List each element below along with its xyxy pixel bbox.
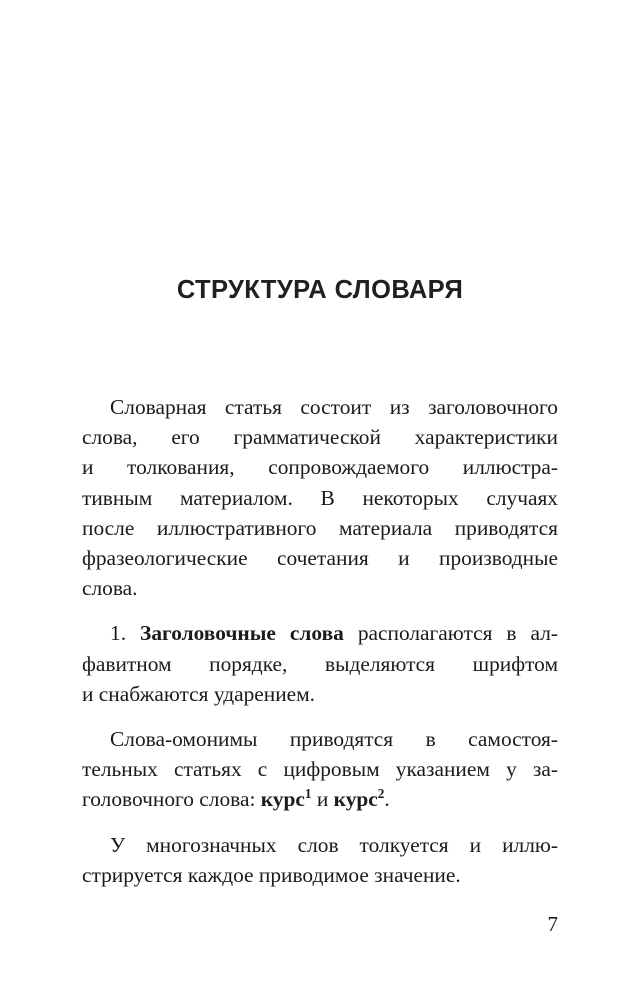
text-line: Слова-омонимы приводятся в самостоя- — [110, 727, 558, 752]
emphasised-term: Заголовочные слова — [140, 621, 344, 646]
text-run: располагаются в ал- — [343, 621, 558, 646]
text-line: У многозначных слов толкуется и иллю- — [110, 832, 558, 857]
text-run: головочного слова: — [82, 787, 261, 812]
paragraph-2 — [82, 618, 558, 709]
text-run: . — [384, 787, 390, 812]
text-line: стрируется каждое приводимое значение. — [82, 862, 461, 887]
text-line: и снабжаются ударением. — [82, 681, 316, 706]
text-line: фавитном порядке, выделяются шрифтом — [82, 651, 558, 676]
text-line: тивным материалом. В некоторых случаях — [82, 485, 558, 510]
page-title: СТРУКТУРА СЛОВАРЯ — [176, 276, 464, 305]
paragraph-4 — [82, 830, 558, 890]
text-line: слова, его грамматической характеристики — [82, 425, 558, 450]
headword-example-2: курс — [333, 787, 378, 812]
text-line: слова. — [82, 576, 138, 601]
page-number: 7 — [547, 912, 558, 936]
homonym-index-2: 2 — [377, 786, 385, 802]
paragraph-1 — [82, 392, 558, 603]
spacer — [126, 621, 140, 645]
text-line: Словарная статья состоит из заголовочного — [110, 395, 558, 419]
homonym-index-1: 1 — [304, 786, 312, 802]
body-text-block — [82, 392, 558, 890]
headword-example-1: курс — [260, 787, 305, 812]
conjunction: и — [311, 787, 334, 812]
paragraph-3 — [82, 724, 558, 815]
text-line: тельных статьях с цифровым указанием у за- — [82, 757, 558, 782]
list-number: 1. — [110, 621, 127, 646]
text-line — [82, 618, 558, 648]
text-line: фразеологические сочетания и производные — [82, 546, 558, 571]
text-line: после иллюстративного материала приводятся — [82, 515, 558, 540]
text-line: и толкования, сопровождаемого иллюстра- — [82, 455, 558, 480]
text-line — [82, 784, 558, 814]
